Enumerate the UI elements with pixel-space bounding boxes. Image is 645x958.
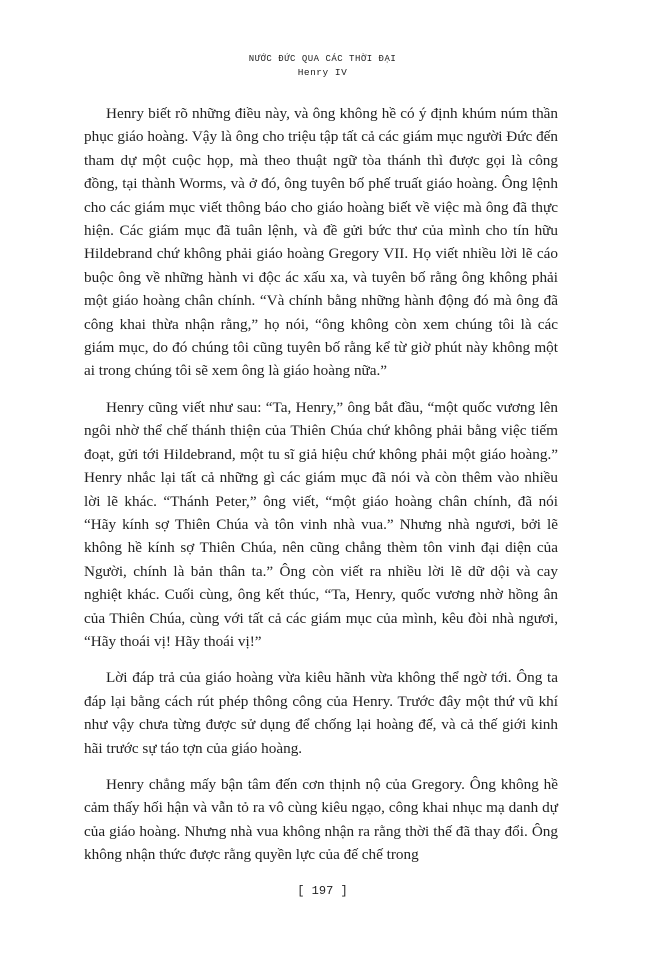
chapter-title: Henry IV [297,67,348,78]
paragraph: Henry chẳng mấy bận tâm đến cơn thịnh nộ của Gregory. Ông không hề cảm thấy hối hận và vẫn tỏ ra vô cùng kiêu ngạo, công khai nhục mạ danh dự của giáo hoàng. Nhưng nhà vua không nhận ra rằng thời thế đã thay đổi. Ông không nhận thức được rằng quyền lực của đế chế trong [84,775,558,864]
paragraph: Lời đáp trả của giáo hoàng vừa kiêu hãnh vừa không thể ngờ tới. Ông ta đáp lại bằng cách rút phép thông công của Henry. Trước đây một thứ vũ khí như vậy chưa từng được sử dụng để chống lại hoàng đế, và cả thế giới kinh hãi trước sự táo tợn của giáo hoàng. [84,669,558,757]
paragraph: Henry biết rõ những điều này, và ông không hề có ý định khúm núm thần phục giáo hoàng. Vậy là ông cho triệu tập tất cả các giám mục người Đức đến tham dự một cuộc họp, mà theo thuật ngữ tòa thánh thì được gọi là công đồng, tại thành Worms, và ở đó, ông tuyên bố phế truất giáo hoàng. Ông lệnh cho các giám mục viết thông báo cho giáo hoàng biết về việc mà ông đã thực hiện. Các giám mục đã tuân lệnh, và đề gửi bức thư của mình cho tín hữu Hildebrand chứ không phải giáo hoàng Gregory VII. Họ viết nhiều lời lẽ cáo buộc ông về những hành vi độc ác xấu xa, và tuyên bố rằng ông không phải một giáo hoàng chân chính. “Và chính bằng những hành động đó mà ông đã công khai thừa nhận rằng,” họ nói, “ông không còn xem chúng tôi là các giám mục, do đó chúng tôi cũng tuyên bố rằng kể từ giờ phút này không một ai trong chúng tôi sẽ xem ông là giáo hoàng nữa.” [84,105,558,380]
running-header [0,52,645,80]
page-number: [ 197 ] [297,884,348,898]
body-text [84,102,558,880]
book-title: NƯỚC ĐỨC QUA CÁC THỜI ĐẠI [248,54,397,64]
paragraph: Henry cũng viết như sau: “Ta, Henry,” ông bắt đầu, “một quốc vương lên ngôi nhờ thể chế thánh thiện của Thiên Chúa chứ không phải bằng việc tiếm đoạt, gửi tới Hildebrand, một tu sĩ giả hiệu chứ không phải một giáo hoàng.” Henry nhắc lại tất cả những gì các giám mục đã nói và còn thêm vào nhiều lời lẽ khác. “Thánh Peter,” ông viết, “một giáo hoàng chân chính, đã nói “Hãy kính sợ Thiên Chúa và tôn vinh nhà vua.” Nhưng nhà ngươi, bởi lẽ không hề kính sợ Thiên Chúa, nên cũng chẳng thèm tôn vinh đại diện của Người, chính là bản thân ta.” Ông còn viết ra nhiều lời lẽ dữ dội và cay nghiệt khác. Cuối cùng, ông kết thúc, “Ta, Henry, quốc vương nhờ hồng ân của Thiên Chúa, cùng với tất cả các giám mục của mình, kêu đòi nhà ngươi, “Hãy thoái vị! Hãy thoái vị!” [84,398,558,650]
